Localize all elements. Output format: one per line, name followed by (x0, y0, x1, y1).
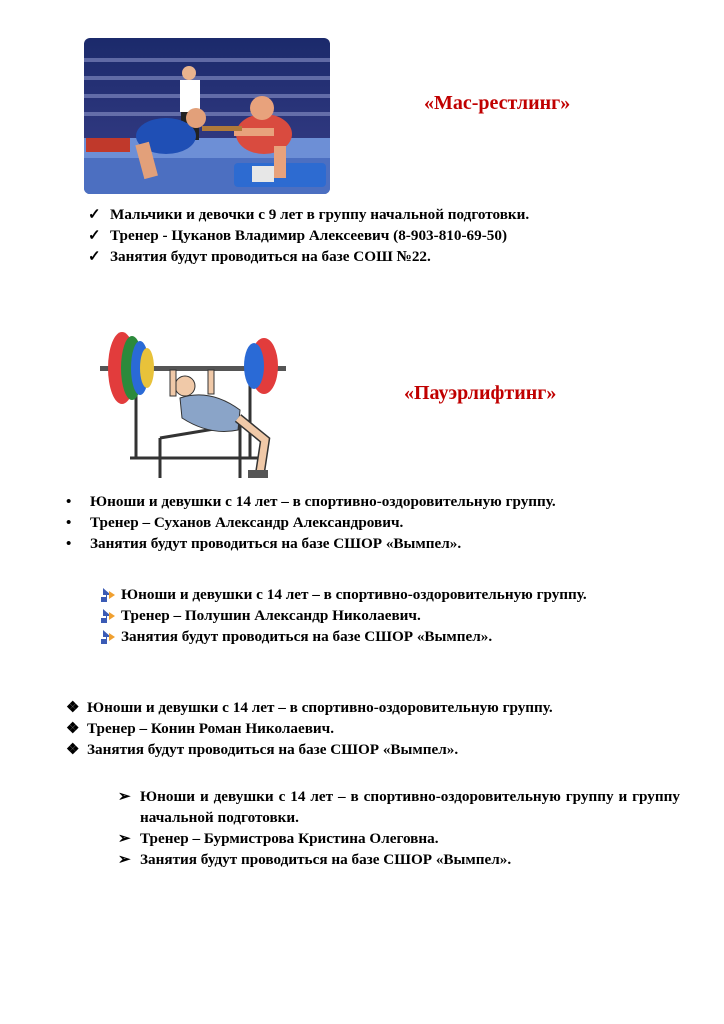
mas-wrestling-photo (84, 38, 330, 194)
bullet-dot-icon: • (66, 514, 72, 531)
arrow-down-right-icon (100, 629, 116, 651)
list-item: ❖ Тренер – Конин Роман Николаевич. (66, 720, 335, 737)
diamond-bullet-icon: ❖ (66, 720, 80, 737)
powerlifting-group-1 (66, 491, 706, 554)
list-item: Тренер – Полушин Александр Николаевич. (100, 605, 682, 626)
powerlifting-group-2 (100, 584, 682, 647)
arrowhead-bullet-icon: ➢ (118, 788, 131, 805)
checkmark-icon: ✓ (88, 227, 101, 244)
list-item: ❖ Юноши и девушки с 14 лет – в спортивно-оздоровительную группу. (66, 699, 553, 716)
bullet-dot-icon: • (66, 535, 72, 552)
list-item: ➢ Юноши и девушки с 14 лет – в спортивно-оздоровительную группу и группу начальной подготовки. (118, 788, 680, 826)
diamond-bullet-icon: ❖ (66, 699, 80, 716)
list-item: • Занятия будут проводиться на базе СШОР «Вымпел». (66, 535, 462, 552)
list-item: ❖ Занятия будут проводиться на базе СШОР «Вымпел». (66, 741, 459, 758)
bullet-dot-icon: • (66, 493, 72, 510)
section-title-powerlifting: «Пауэрлифтинг» (404, 382, 557, 404)
powerlifting-group-3 (66, 697, 710, 760)
section-title-mas-wrestling: «Мас-рестлинг» (424, 92, 571, 114)
list-item: Занятия будут проводиться на базе СШОР «Вымпел». (100, 626, 682, 647)
list-item: ✓ Мальчики и девочки с 9 лет в группу начальной подготовки. (88, 206, 530, 223)
diamond-bullet-icon: ❖ (66, 741, 80, 758)
arrowhead-bullet-icon: ➢ (118, 851, 131, 868)
list-item: • Тренер – Суханов Александр Александрович. (66, 514, 404, 531)
list-item: Юноши и девушки с 14 лет – в спортивно-оздоровительную группу. (100, 584, 682, 605)
powerlifting-group-4 (118, 786, 680, 870)
checkmark-icon: ✓ (88, 248, 101, 265)
checkmark-icon: ✓ (88, 206, 101, 223)
list-item: ✓ Занятия будут проводиться на базе СОШ №22. (88, 248, 431, 265)
list-item: ➢ Занятия будут проводиться на базе СШОР «Вымпел». (118, 851, 512, 868)
list-item: • Юноши и девушки с 14 лет – в спортивно-оздоровительную группу. (66, 493, 556, 510)
list-item: ➢ Тренер – Бурмистрова Кристина Олеговна. (118, 830, 439, 847)
powerlifting-bench-press-drawing (100, 318, 286, 486)
arrowhead-bullet-icon: ➢ (118, 830, 131, 847)
list-item: ✓ Тренер - Цуканов Владимир Алексеевич (8-903-810-69-50) (88, 227, 508, 244)
mas-wrestling-info-list (88, 204, 708, 267)
